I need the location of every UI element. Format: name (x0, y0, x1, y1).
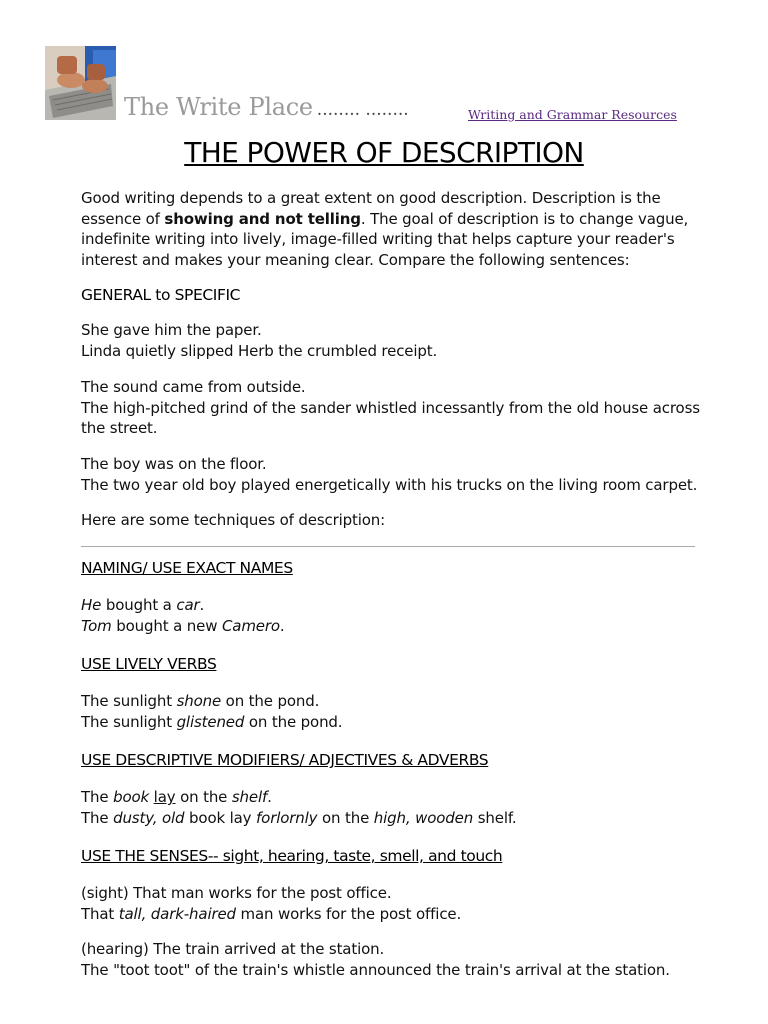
logo-hands-typing-image (45, 46, 116, 120)
example-3 (81, 454, 721, 495)
word: on the (175, 788, 232, 806)
sight-example-1: (sight) That man works for the post office. (81, 884, 392, 902)
example-general: The boy was on the floor. (81, 455, 267, 473)
word: . (199, 596, 205, 614)
senses-hearing-examples (81, 939, 721, 980)
general-to-specific-heading: GENERAL to SPECIFIC (81, 286, 241, 304)
naming-examples (81, 595, 721, 636)
word: tall, dark-haired (118, 904, 236, 923)
word: dusty, old (113, 808, 185, 827)
naming-heading: NAMING/ USE EXACT NAMES (81, 559, 293, 577)
word: bought a new (111, 616, 222, 635)
example-specific: The high-pitched grind of the sander whistled incessantly from the old house across (81, 398, 700, 417)
word: glistened (176, 712, 245, 731)
word: Tom (81, 616, 112, 635)
word: shelf (231, 788, 268, 806)
word: on the pond. (221, 692, 320, 710)
hearing-example-2: The "toot toot" of the train's whistle announced the train's arrival at the station. (81, 960, 670, 979)
document-title: THE POWER OF DESCRIPTION (184, 136, 584, 169)
word: shone (176, 692, 222, 710)
word: . (267, 788, 272, 806)
lively-verbs-heading: USE LIVELY VERBS (81, 655, 217, 673)
example-general: She gave him the paper. (81, 321, 262, 339)
word: That (81, 904, 119, 923)
intro-paragraph (81, 188, 721, 270)
site-title (124, 93, 409, 121)
naming-example-1 (81, 595, 721, 616)
example-specific: The two year old boy played energetically with his trucks on the living room carpet. (81, 475, 698, 494)
modifiers-examples (81, 787, 721, 828)
word: bought a (101, 596, 177, 614)
showing-not-telling: showing and not telling (164, 209, 361, 228)
intro-text: . The goal of description is to change vague, (360, 209, 689, 228)
intro-line-2 (81, 209, 721, 230)
word: book lay (184, 808, 257, 827)
word: The sunlight (81, 712, 177, 731)
modifiers-heading: USE DESCRIPTIVE MODIFIERS/ ADJECTIVES & ADVERBS (81, 751, 489, 769)
writing-grammar-resources-link[interactable]: Writing and Grammar Resources (468, 107, 677, 122)
senses-sight-examples (81, 883, 721, 924)
intro-line-3: indefinite writing into lively, image-filled writing that helps capture your reader's (81, 230, 675, 248)
site-name: The Write Place (124, 93, 313, 121)
word: shelf. (473, 808, 517, 827)
example-2 (81, 377, 721, 439)
horizontal-divider (81, 546, 695, 547)
word: book (113, 788, 150, 806)
example-specific: Linda quietly slipped Herb the crumbled receipt. (81, 341, 438, 360)
intro-line-4: interest and makes your meaning clear. Compare the following sentences: (81, 250, 630, 269)
word: He (81, 596, 102, 614)
word: The (81, 788, 114, 806)
example-specific-cont: the street. (81, 419, 158, 437)
verbs-example-2 (81, 712, 721, 733)
modifiers-example-2 (81, 808, 721, 829)
word: car (176, 596, 200, 614)
word: The (81, 808, 114, 827)
word: The sunlight (81, 692, 177, 710)
intro-text: essence of (81, 209, 165, 228)
verbs-example-1 (81, 691, 721, 712)
word: high, wooden (373, 808, 474, 827)
word: . (279, 616, 285, 635)
intro-line-1: Good writing depends to a great extent on good description. Description is the (81, 189, 661, 207)
senses-heading: USE THE SENSES-- sight, hearing, taste, smell, and touch (81, 847, 503, 865)
naming-example-2 (81, 616, 721, 637)
word: lay (153, 788, 176, 806)
word: forlornly (256, 808, 318, 827)
word: on the pond. (244, 712, 343, 731)
word: man works for the post office. (235, 904, 462, 923)
modifiers-example-1 (81, 787, 721, 808)
example-1 (81, 320, 721, 361)
verbs-examples (81, 691, 721, 732)
example-general: The sound came from outside. (81, 378, 306, 396)
sight-example-2 (81, 904, 721, 925)
word: Camero (221, 616, 280, 635)
typing-hands-icon (45, 46, 116, 120)
word: on the (317, 808, 374, 827)
hearing-example-1: (hearing) The train arrived at the station. (81, 940, 385, 958)
techniques-intro: Here are some techniques of description: (81, 511, 386, 529)
title-dots: ........ ........ (316, 100, 409, 120)
